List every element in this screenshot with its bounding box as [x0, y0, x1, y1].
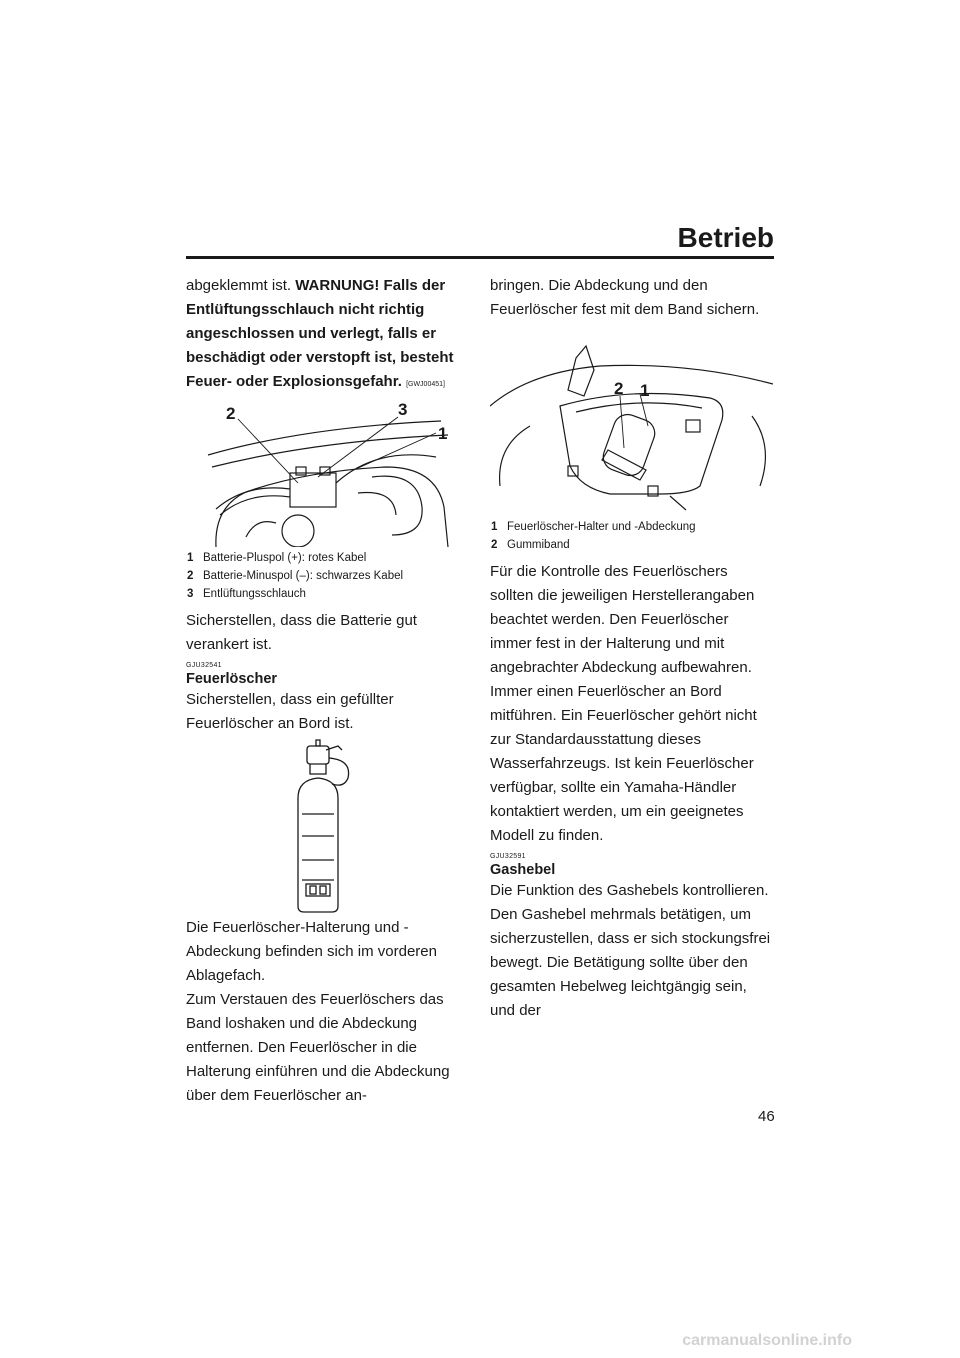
legend-item — [186, 549, 469, 567]
battery-callout-1: 1 — [438, 424, 448, 443]
warning-paragraph — [186, 274, 469, 397]
legend-text: Batterie-Pluspol (+): rotes Kabel — [203, 552, 367, 564]
battery-callout-2: 2 — [226, 404, 236, 423]
battery-check-text: Sicherstellen, dass die Batterie gut verankert ist. — [186, 612, 417, 653]
legend-number: 2 — [491, 539, 498, 551]
left-column — [186, 274, 469, 1108]
compartment-figure — [490, 336, 773, 516]
compartment-legend — [490, 518, 773, 554]
section-code: GJU32591 — [490, 853, 526, 860]
legend-item — [186, 585, 469, 603]
legend-number: 3 — [187, 588, 194, 600]
legend-text: Gummiband — [507, 539, 570, 551]
fire-extinguisher-figure — [186, 736, 469, 916]
compartment-callout-2: 2 — [614, 379, 624, 398]
legend-item — [186, 567, 469, 585]
page-number: 46 — [758, 1108, 775, 1125]
battery-legend — [186, 549, 469, 603]
legend-text: Batterie-Minuspol (–): schwarzes Kabel — [203, 570, 404, 582]
storage-text: Die Feuerlöscher-Halterung und -Abdeckung befinden sich im vorderen Ablagefach. — [186, 919, 437, 984]
continued-text: bringen. Die Abdeckung und den Feuerlöscher fest mit dem Band sichern. — [490, 277, 760, 318]
throttle-text: Die Funktion des Gashebels kontrollieren. Den Gashebel mehrmals betätigen, um sicherzustellen, dass er sich stockungsfrei bewegt. Die Betätigung sollte über den gesamten Hebelweg leichtgängig sein, und der — [490, 882, 771, 1019]
manufacturer-text: Für die Kontrolle des Feuerlöschers sollten die jeweiligen Herstellerangaben beachtet werden. Den Feuerlöscher immer fest in der Halterung und mit angebrachter Abdeckung aufbewahren. — [490, 563, 755, 676]
warning-intro: abgeklemmt ist. — [186, 277, 292, 294]
legend-text: Feuerlöscher-Halter und -Abdeckung — [507, 521, 696, 533]
battery-figure — [186, 397, 469, 547]
header-rule — [186, 256, 774, 259]
section-code: GJU32541 — [186, 662, 222, 669]
legend-number: 2 — [187, 570, 194, 582]
stow-text: Zum Verstauen des Feuerlöschers das Band loshaken und die Abdeckung entfernen. Den Feuerlöscher in die Halterung einführen und die Abdeckung über dem Feuerlöscher an- — [186, 991, 450, 1104]
page-title: Betrieb — [677, 222, 774, 253]
right-column — [490, 274, 773, 1023]
compartment-callout-1: 1 — [640, 381, 650, 400]
extinguisher-text: Sicherstellen, dass ein gefüllter Feuerlöscher an Bord ist. — [186, 691, 394, 732]
warning-code: [GWJ00451] — [406, 381, 445, 388]
warning-text: WARNUNG! Falls der Entlüftungsschlauch nicht richtig angeschlossen und verlegt, falls er beschädigt oder verstopft ist, besteht Feuer- oder Explosionsgefahr. — [186, 277, 454, 390]
section-heading-gashebel: Gashebel — [490, 862, 556, 878]
legend-item — [490, 536, 773, 554]
battery-callout-3: 3 — [398, 400, 408, 419]
section-heading-feuerloescher: Feuerlöscher — [186, 671, 278, 687]
legend-number: 1 — [491, 521, 498, 533]
footer-watermark: carmanualsonline.info — [682, 1332, 852, 1349]
legend-item — [490, 518, 773, 536]
legend-number: 1 — [187, 552, 194, 564]
always-carry-text: Immer einen Feuerlöscher an Bord mitführen. Ein Feuerlöscher gehört nicht zur Standardausstattung dieses Wasserfahrzeugs. Ist kein Feuerlöscher verfügbar, sollte ein Yamaha-Händler kontaktiert werden, um ein geeignetes Modell zu finden. — [490, 683, 757, 844]
legend-text: Entlüftungsschlauch — [203, 588, 306, 600]
